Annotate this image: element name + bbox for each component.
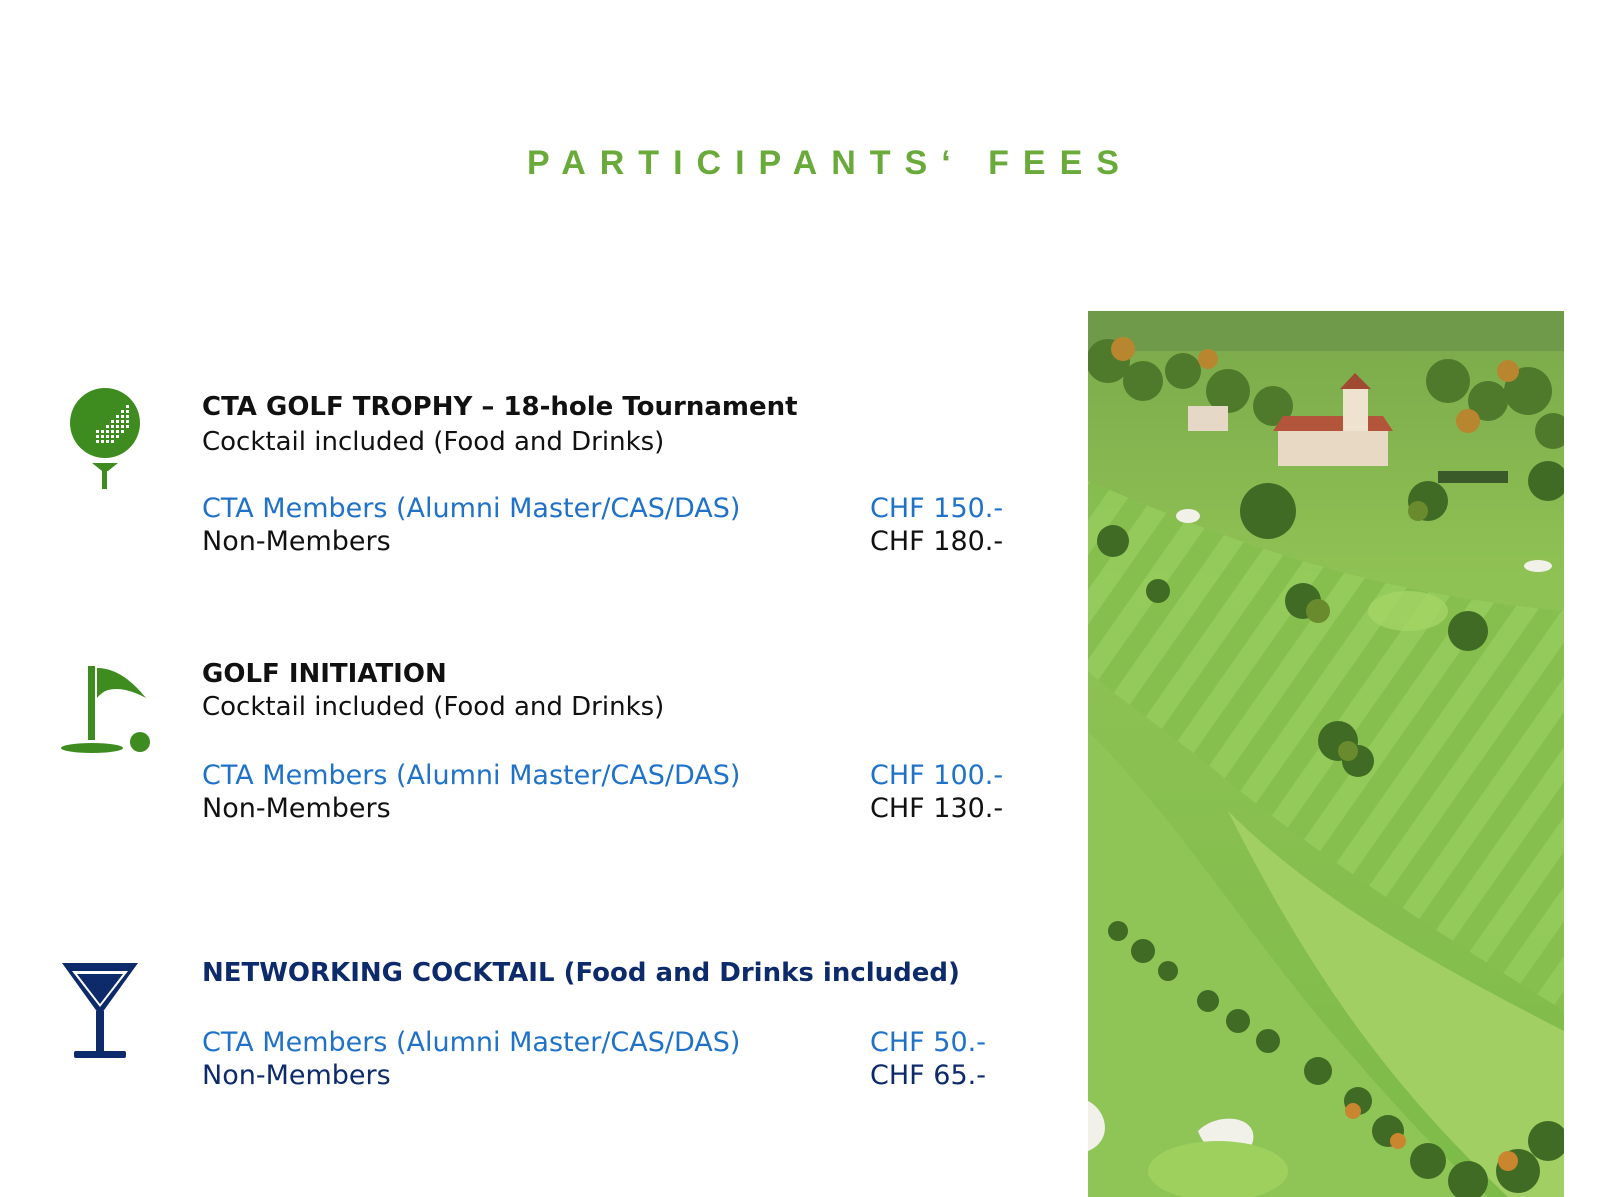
members-price: CHF 50.- [870, 1027, 986, 1058]
non-members-price: CHF 130.- [870, 793, 1004, 824]
non-members-price: CHF 65.- [870, 1060, 986, 1091]
non-members-price: CHF 180.- [870, 526, 1004, 557]
aerial-golf-course-photo [1088, 311, 1564, 1197]
section-heading: GOLF INITIATION [202, 659, 447, 689]
non-members-label: Non-Members [202, 793, 391, 824]
members-label: CTA Members (Alumni Master/CAS/DAS) [202, 760, 741, 791]
members-price: CHF 100.- [870, 760, 1004, 791]
page-title: PARTICIPANTS‘ FEES [527, 144, 1133, 182]
members-label: CTA Members (Alumni Master/CAS/DAS) [202, 493, 741, 524]
section-heading: CTA GOLF TROPHY – 18-hole Tournament [202, 392, 798, 422]
non-members-label: Non-Members [202, 526, 391, 557]
members-price: CHF 150.- [870, 493, 1004, 524]
section-heading: NETWORKING COCKTAIL (Food and Drinks included) [202, 958, 960, 988]
section-subtitle: Cocktail included (Food and Drinks) [202, 427, 665, 457]
members-label: CTA Members (Alumni Master/CAS/DAS) [202, 1027, 741, 1058]
non-members-label: Non-Members [202, 1060, 391, 1091]
section-subtitle: Cocktail included (Food and Drinks) [202, 692, 665, 722]
cocktail-glass-icon [60, 961, 140, 1061]
